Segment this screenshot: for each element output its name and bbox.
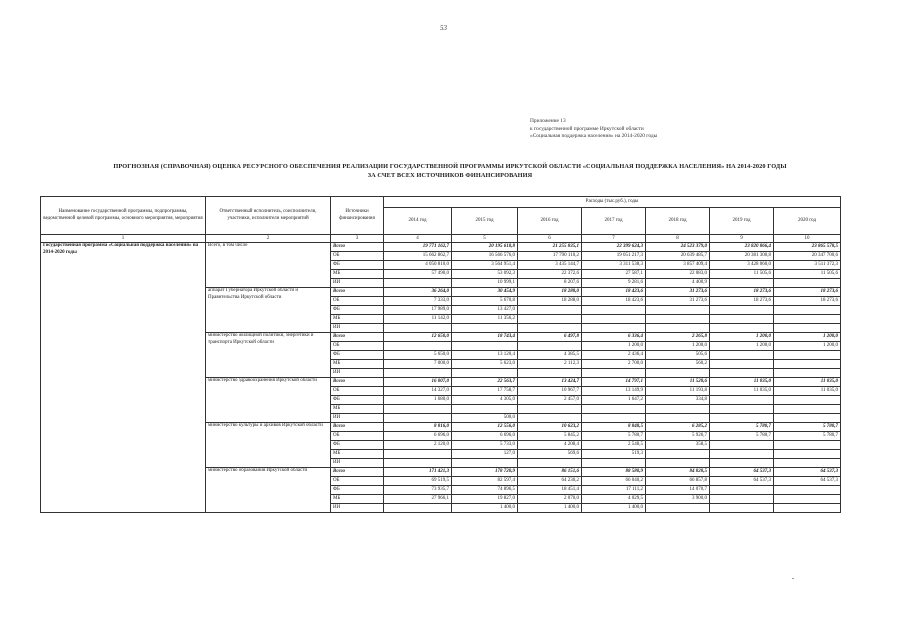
- amount-cell: 1 200,0: [646, 342, 710, 351]
- source-cell: Всего: [331, 378, 384, 387]
- amount-cell: [774, 450, 841, 459]
- amount-cell: 127,0: [452, 450, 518, 459]
- appendix-line: Приложение 13: [530, 118, 566, 124]
- amount-cell: [384, 405, 452, 414]
- amount-cell: [710, 486, 774, 495]
- column-number: 5: [452, 235, 518, 243]
- amount-cell: 4 305,0: [452, 396, 518, 405]
- appendix-line: к государственной программе Иркутской области: [530, 125, 644, 132]
- header-expenses: Расходы (тыс.руб.), годы: [384, 197, 841, 208]
- source-cell: ФБ: [331, 396, 384, 405]
- amount-cell: 22 083,0: [646, 270, 710, 279]
- amount-cell: 14 070,7: [646, 486, 710, 495]
- amount-cell: 73 935,7: [384, 486, 452, 495]
- amount-cell: 1 680,0: [384, 396, 452, 405]
- amount-cell: 9 281,6: [582, 279, 646, 288]
- source-cell: МБ: [331, 360, 384, 369]
- amount-cell: [774, 414, 841, 423]
- amount-cell: 5 733,0: [452, 441, 518, 450]
- amount-cell: 1 400,0: [518, 504, 582, 513]
- amount-cell: [774, 495, 841, 504]
- amount-cell: [384, 450, 452, 459]
- table-header: [41, 197, 841, 243]
- amount-cell: 30 454,9: [452, 288, 518, 297]
- amount-cell: 18 273,6: [774, 297, 841, 306]
- amount-cell: 84 828,5: [646, 468, 710, 477]
- amount-cell: 8 207,6: [518, 279, 582, 288]
- amount-cell: 6 696,0: [384, 432, 452, 441]
- amount-cell: 18 273,6: [710, 288, 774, 297]
- amount-cell: [384, 369, 452, 378]
- amount-cell: 13 427,0: [452, 306, 518, 315]
- amount-cell: [646, 450, 710, 459]
- amount-cell: 334,8: [646, 396, 710, 405]
- amount-cell: 3 311 538,3: [582, 261, 646, 270]
- amount-cell: 17 111,2: [582, 486, 646, 495]
- amount-cell: 6 497,8: [518, 333, 582, 342]
- amount-cell: 2 120,0: [384, 441, 452, 450]
- amount-cell: [384, 459, 452, 468]
- amount-cell: 7 333,0: [384, 297, 452, 306]
- amount-cell: [646, 504, 710, 513]
- amount-cell: 8 848,5: [582, 423, 646, 432]
- amount-cell: 18 451,4: [518, 486, 582, 495]
- source-cell: ФБ: [331, 351, 384, 360]
- amount-cell: 4 029,5: [582, 495, 646, 504]
- amount-cell: 66 857,8: [646, 477, 710, 486]
- amount-cell: [582, 315, 646, 324]
- amount-cell: [518, 369, 582, 378]
- amount-cell: 5 926,7: [646, 432, 710, 441]
- amount-cell: 7 000,0: [384, 360, 452, 369]
- amount-cell: 11 505,6: [710, 270, 774, 279]
- amount-cell: 27 587,1: [582, 270, 646, 279]
- amount-cell: 14 797,1: [582, 378, 646, 387]
- header-year: 2019 год: [710, 208, 774, 235]
- amount-cell: [582, 324, 646, 333]
- executor-cell: министерство жилищной политики, энергетики и транспорта Иркутской области: [206, 333, 331, 378]
- column-number: 3: [331, 235, 384, 243]
- amount-cell: 171 421,3: [384, 468, 452, 477]
- amount-cell: [774, 396, 841, 405]
- amount-cell: 66 040,2: [582, 477, 646, 486]
- amount-cell: 22 372,6: [518, 270, 582, 279]
- amount-cell: 2 436,4: [582, 351, 646, 360]
- amount-cell: 4 400,9: [646, 279, 710, 288]
- amount-cell: 5 780,7: [774, 423, 841, 432]
- source-cell: ОБ: [331, 432, 384, 441]
- header-source: Источники финансирования: [331, 197, 384, 235]
- source-cell: ОБ: [331, 297, 384, 306]
- amount-cell: [646, 414, 710, 423]
- amount-cell: 21 255 835,1: [518, 243, 582, 252]
- amount-cell: [646, 324, 710, 333]
- amount-cell: [518, 315, 582, 324]
- amount-cell: [774, 369, 841, 378]
- amount-cell: 18 423,6: [582, 297, 646, 306]
- scan-speck: [792, 578, 794, 579]
- amount-cell: [710, 459, 774, 468]
- amount-cell: 11 505,6: [774, 270, 841, 279]
- amount-cell: [710, 315, 774, 324]
- executor-cell: министерство здравоохранения Иркутской области: [206, 378, 331, 423]
- table-row: [41, 243, 841, 252]
- column-number: 2: [206, 235, 331, 243]
- amount-cell: 5 780,7: [582, 432, 646, 441]
- amount-cell: [646, 459, 710, 468]
- amount-cell: [710, 504, 774, 513]
- amount-cell: 86 151,6: [518, 468, 582, 477]
- amount-cell: 11 035,0: [774, 387, 841, 396]
- amount-cell: [710, 414, 774, 423]
- source-cell: Всего: [331, 468, 384, 477]
- amount-cell: [710, 351, 774, 360]
- amount-cell: [518, 414, 582, 423]
- amount-cell: 20 347 700,6: [774, 252, 841, 261]
- amount-cell: [710, 360, 774, 369]
- amount-cell: [774, 405, 841, 414]
- column-number: 10: [774, 235, 841, 243]
- amount-cell: [452, 324, 518, 333]
- amount-cell: 11 035,0: [710, 378, 774, 387]
- amount-cell: [774, 504, 841, 513]
- amount-cell: [518, 324, 582, 333]
- amount-cell: 88 580,9: [582, 468, 646, 477]
- source-cell: МБ: [331, 405, 384, 414]
- amount-cell: 11 035,0: [774, 378, 841, 387]
- amount-cell: 5 623,0: [452, 360, 518, 369]
- amount-cell: 1 200,0: [582, 342, 646, 351]
- header-executor: Ответственный исполнитель, соисполнители, участники, исполнители мероприятий: [206, 197, 331, 235]
- amount-cell: 1 400,0: [452, 504, 518, 513]
- amount-cell: 2 112,3: [518, 360, 582, 369]
- amount-cell: [384, 414, 452, 423]
- amount-cell: 11 356,2: [452, 315, 518, 324]
- appendix-line: «Социальная поддержка населения» на 2014-2020 годы: [530, 133, 658, 140]
- amount-cell: 11 142,0: [384, 315, 452, 324]
- amount-cell: [774, 324, 841, 333]
- amount-cell: 15 662 862,7: [384, 252, 452, 261]
- amount-cell: 1 200,0: [774, 333, 841, 342]
- title-line: ЗА СЧЕТ ВСЕХ ИСТОЧНИКОВ ФИНАНСИРОВАНИЯ: [367, 172, 533, 179]
- amount-cell: 1 400,0: [582, 504, 646, 513]
- header-program: Наименование государственной программы, подпрограммы, ведомственной целевой программы, основного мероприятия, мероприятия: [41, 197, 206, 235]
- amount-cell: [384, 342, 452, 351]
- amount-cell: [582, 459, 646, 468]
- amount-cell: 82 597,4: [452, 477, 518, 486]
- source-cell: МБ: [331, 495, 384, 504]
- amount-cell: [582, 369, 646, 378]
- header-year: 2018 год: [646, 208, 710, 235]
- amount-cell: 5 780,7: [774, 432, 841, 441]
- amount-cell: [646, 315, 710, 324]
- source-cell: ФБ: [331, 486, 384, 495]
- amount-cell: 22 399 624,3: [582, 243, 646, 252]
- amount-cell: 64 537,3: [774, 477, 841, 486]
- amount-cell: 13 424,7: [518, 378, 582, 387]
- amount-cell: 11 528,6: [646, 378, 710, 387]
- amount-cell: 3 428 060,0: [710, 261, 774, 270]
- amount-cell: [518, 342, 582, 351]
- amount-cell: 31 273,6: [646, 288, 710, 297]
- document-title: [30, 162, 870, 180]
- amount-cell: 18 288,0: [518, 297, 582, 306]
- amount-cell: 3 857 409,4: [646, 261, 710, 270]
- amount-cell: 14 327,0: [384, 387, 452, 396]
- amount-cell: [518, 459, 582, 468]
- amount-cell: 16 566 576,0: [452, 252, 518, 261]
- amount-cell: 2 548,5: [582, 441, 646, 450]
- amount-cell: 20 381 300,8: [710, 252, 774, 261]
- amount-cell: [774, 306, 841, 315]
- amount-cell: 18 743,4: [452, 333, 518, 342]
- amount-cell: [710, 279, 774, 288]
- amount-cell: 64 537,3: [710, 477, 774, 486]
- amount-cell: [582, 405, 646, 414]
- appendix-note: [530, 118, 657, 141]
- amount-cell: [384, 324, 452, 333]
- amount-cell: [384, 504, 452, 513]
- amount-cell: 2 265,8: [646, 333, 710, 342]
- source-cell: ФБ: [331, 441, 384, 450]
- amount-cell: [582, 414, 646, 423]
- amount-cell: [452, 405, 518, 414]
- amount-cell: [710, 450, 774, 459]
- column-number: 6: [518, 235, 582, 243]
- amount-cell: 178 720,9: [452, 468, 518, 477]
- source-cell: ОБ: [331, 387, 384, 396]
- amount-cell: 3 564 951,4: [452, 261, 518, 270]
- amount-cell: 569,6: [518, 450, 582, 459]
- amount-cell: 74 896,5: [452, 486, 518, 495]
- amount-cell: 16 007,0: [384, 378, 452, 387]
- amount-cell: 5 780,7: [710, 432, 774, 441]
- source-cell: ИИ: [331, 369, 384, 378]
- column-number: 4: [384, 235, 452, 243]
- source-cell: Всего: [331, 423, 384, 432]
- amount-cell: 560,2: [646, 360, 710, 369]
- amount-cell: 1 200,0: [710, 342, 774, 351]
- amount-cell: 4 385,5: [518, 351, 582, 360]
- executor-cell: аппарат Губернатора Иркутской области и Правительства Иркутской области: [206, 288, 331, 333]
- header-year: 2020 год: [774, 208, 841, 235]
- amount-cell: 36 264,0: [384, 288, 452, 297]
- amount-cell: 3 900,0: [646, 495, 710, 504]
- source-cell: Всего: [331, 333, 384, 342]
- amount-cell: 64 537,3: [774, 468, 841, 477]
- title-line: ПРОГНОЗНАЯ (СПРАВОЧНАЯ) ОЦЕНКА РЕСУРСНОГО ОБЕСПЕЧЕНИЯ РЕАЛИЗАЦИИ ГОСУДАРСТВЕННОЙ ПРОГРАММЫ ИРКУТСКОЙ ОБЛАСТИ «СОЦИАЛЬНАЯ ПОДДЕРЖКА НАСЕЛЕНИЯ» НА 2014-2020 ГОДЫ: [113, 163, 787, 170]
- resource-table: [40, 196, 841, 513]
- amount-cell: [452, 369, 518, 378]
- amount-cell: 10 967,7: [518, 387, 582, 396]
- amount-cell: 5 780,7: [710, 423, 774, 432]
- amount-cell: 57 490,0: [384, 270, 452, 279]
- amount-cell: 500,0: [452, 414, 518, 423]
- amount-cell: 69 519,5: [384, 477, 452, 486]
- amount-cell: 4 050 810,0: [384, 261, 452, 270]
- amount-cell: 10 999,1: [452, 279, 518, 288]
- amount-cell: [774, 360, 841, 369]
- source-cell: МБ: [331, 450, 384, 459]
- amount-cell: 22 563,7: [452, 378, 518, 387]
- amount-cell: [384, 279, 452, 288]
- program-name-cell: Государственная программа «Социальная поддержка населения» на 2014-2020 годы: [41, 243, 206, 513]
- source-cell: ОБ: [331, 477, 384, 486]
- source-cell: ИИ: [331, 504, 384, 513]
- amount-cell: 53 092,3: [452, 270, 518, 279]
- amount-cell: [710, 495, 774, 504]
- header-year: 2017 год: [582, 208, 646, 235]
- amount-cell: 18 288,0: [518, 288, 582, 297]
- amount-cell: [774, 315, 841, 324]
- amount-cell: [710, 441, 774, 450]
- amount-cell: [646, 306, 710, 315]
- amount-cell: 3 511 372,3: [774, 261, 841, 270]
- amount-cell: 13 149,9: [582, 387, 646, 396]
- amount-cell: [452, 459, 518, 468]
- amount-cell: [646, 369, 710, 378]
- executor-cell: Всего, в том числе: [206, 243, 331, 288]
- column-number: 8: [646, 235, 710, 243]
- amount-cell: 27 966,1: [384, 495, 452, 504]
- amount-cell: 18 273,6: [710, 297, 774, 306]
- amount-cell: 19 051 217,3: [582, 252, 646, 261]
- amount-cell: 505,6: [646, 351, 710, 360]
- amount-cell: 64 230,2: [518, 477, 582, 486]
- amount-cell: 23 865 578,5: [774, 243, 841, 252]
- amount-cell: 10 623,2: [518, 423, 582, 432]
- amount-cell: 18 273,6: [774, 288, 841, 297]
- amount-cell: 4 208,4: [518, 441, 582, 450]
- header-year: 2014 год: [384, 208, 452, 235]
- amount-cell: 11 035,0: [710, 387, 774, 396]
- source-cell: Всего: [331, 288, 384, 297]
- amount-cell: 12 556,0: [452, 423, 518, 432]
- source-cell: ИИ: [331, 459, 384, 468]
- amount-cell: 8 816,0: [384, 423, 452, 432]
- source-cell: ОБ: [331, 342, 384, 351]
- amount-cell: 1 200,0: [774, 342, 841, 351]
- amount-cell: 3 435 144,7: [518, 261, 582, 270]
- amount-cell: [774, 459, 841, 468]
- amount-cell: [710, 306, 774, 315]
- amount-cell: 5 670,8: [452, 297, 518, 306]
- amount-cell: 5 845,2: [518, 432, 582, 441]
- source-cell: ФБ: [331, 261, 384, 270]
- amount-cell: 18 423,6: [582, 288, 646, 297]
- amount-cell: [710, 396, 774, 405]
- amount-cell: 6 285,2: [646, 423, 710, 432]
- amount-cell: [774, 351, 841, 360]
- amount-cell: [710, 405, 774, 414]
- amount-cell: [710, 369, 774, 378]
- executor-cell: министерство культуры и архивов Иркутской области: [206, 423, 331, 468]
- source-cell: ОБ: [331, 252, 384, 261]
- amount-cell: 20 195 618,8: [452, 243, 518, 252]
- amount-cell: 23 820 866,4: [710, 243, 774, 252]
- amount-cell: 358,5: [646, 441, 710, 450]
- amount-cell: [774, 441, 841, 450]
- amount-cell: 64 537,3: [710, 468, 774, 477]
- amount-cell: 19 827,0: [452, 495, 518, 504]
- column-number: 9: [710, 235, 774, 243]
- amount-cell: 6 696,0: [452, 432, 518, 441]
- amount-cell: 2 457,0: [518, 396, 582, 405]
- amount-cell: [646, 405, 710, 414]
- amount-cell: 24 523 379,0: [646, 243, 710, 252]
- amount-cell: 13 120,4: [452, 351, 518, 360]
- amount-cell: [710, 324, 774, 333]
- amount-cell: [582, 306, 646, 315]
- amount-cell: 5 650,0: [384, 351, 452, 360]
- amount-cell: 1 647,2: [582, 396, 646, 405]
- source-cell: ИИ: [331, 324, 384, 333]
- amount-cell: [774, 279, 841, 288]
- amount-cell: [518, 405, 582, 414]
- amount-cell: 2 070,0: [518, 495, 582, 504]
- page-number: 53: [440, 24, 447, 32]
- header-year: 2016 год: [518, 208, 582, 235]
- amount-cell: 11 193,8: [646, 387, 710, 396]
- source-cell: ФБ: [331, 306, 384, 315]
- amount-cell: 12 650,0: [384, 333, 452, 342]
- amount-cell: 17 758,7: [452, 387, 518, 396]
- amount-cell: 1 200,0: [710, 333, 774, 342]
- amount-cell: 6 336,4: [582, 333, 646, 342]
- amount-cell: 519,3: [582, 450, 646, 459]
- amount-cell: 17 989,0: [384, 306, 452, 315]
- amount-cell: [452, 342, 518, 351]
- amount-cell: 19 771 162,7: [384, 243, 452, 252]
- source-cell: Всего: [331, 243, 384, 252]
- amount-cell: 2 700,0: [582, 360, 646, 369]
- amount-cell: 20 639 485,7: [646, 252, 710, 261]
- column-number: 7: [582, 235, 646, 243]
- amount-cell: 31 273,6: [646, 297, 710, 306]
- source-cell: МБ: [331, 315, 384, 324]
- table-body: [41, 243, 841, 513]
- column-number: 1: [41, 235, 206, 243]
- executor-cell: министерство образования Иркутской области: [206, 468, 331, 513]
- source-cell: ИИ: [331, 414, 384, 423]
- header-year: 2015 год: [452, 208, 518, 235]
- amount-cell: [518, 306, 582, 315]
- source-cell: МБ: [331, 270, 384, 279]
- amount-cell: [774, 486, 841, 495]
- amount-cell: 17 790 110,2: [518, 252, 582, 261]
- source-cell: ИИ: [331, 279, 384, 288]
